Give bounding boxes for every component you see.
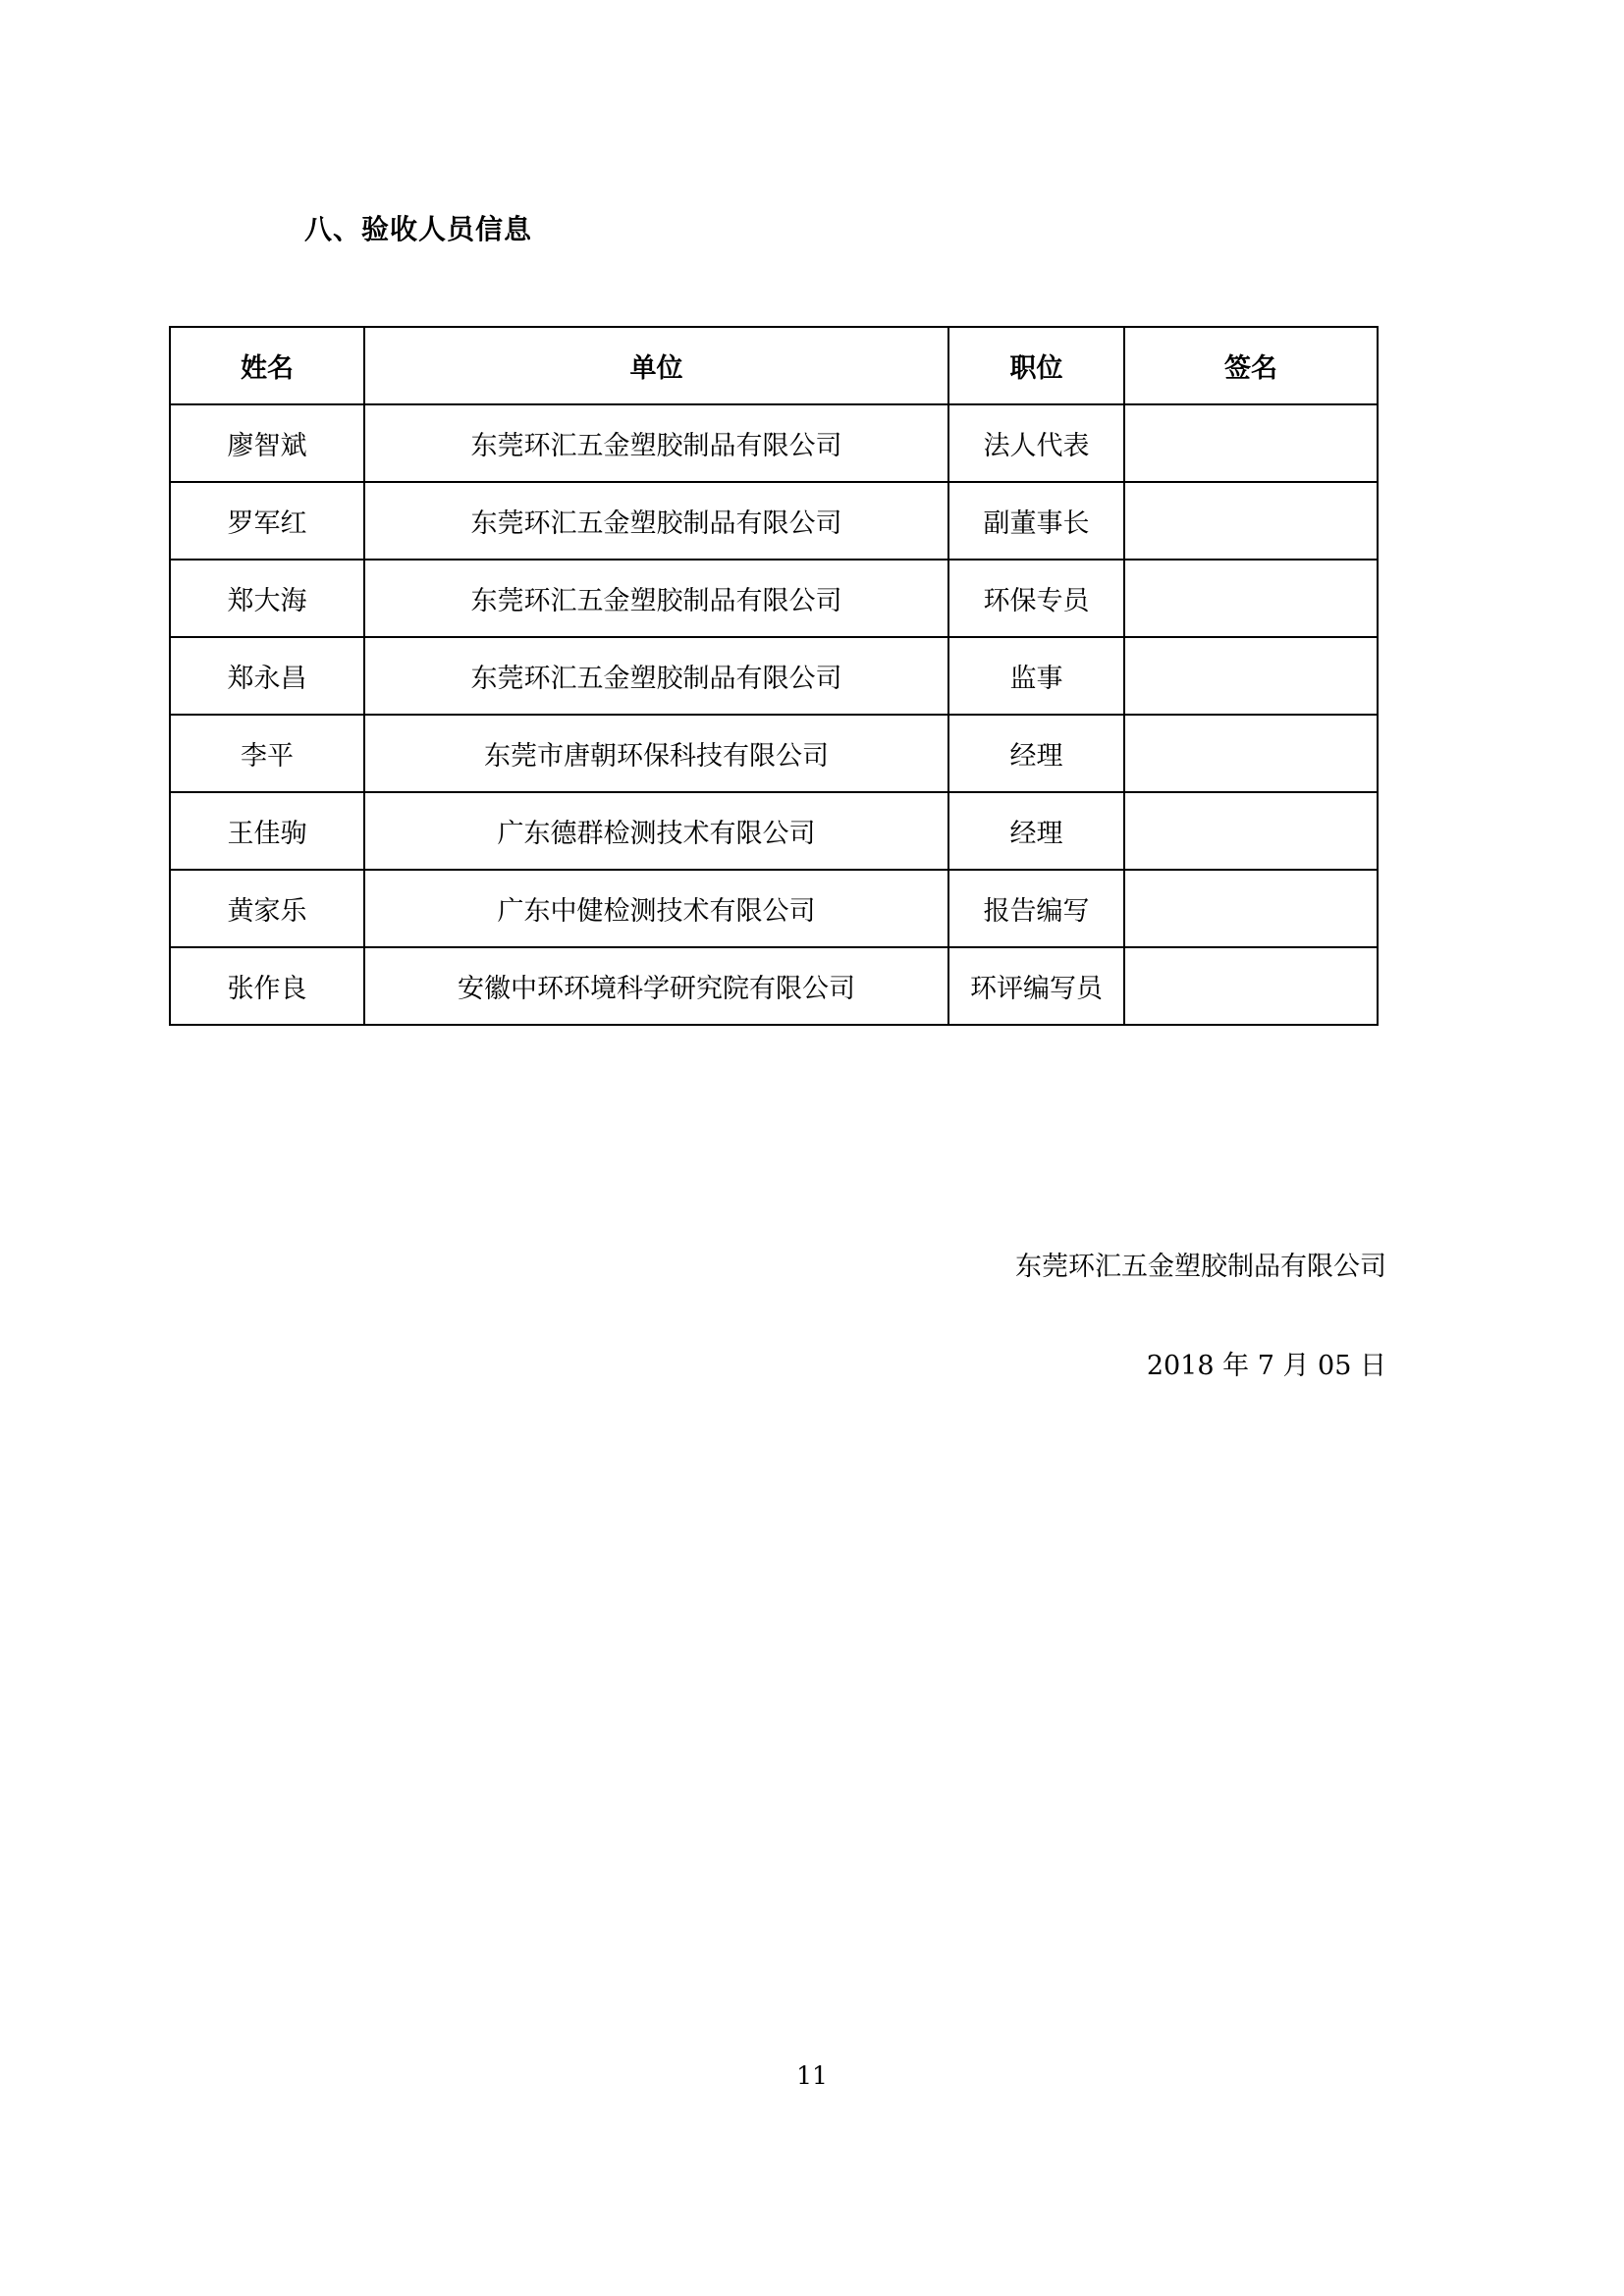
table-row [170,560,1378,637]
cell-name: 王佳驹 [170,792,364,870]
acceptance-personnel-table [169,326,1379,1026]
header-position: 职位 [948,327,1124,404]
section-heading: 八、验收人员信息 [304,213,533,245]
cell-position: 报告编写 [948,870,1124,947]
table-row [170,482,1378,560]
cell-name: 郑大海 [170,560,364,637]
page-number: 11 [796,2061,828,2090]
table-row [170,715,1378,792]
table-row [170,637,1378,715]
cell-name: 廖智斌 [170,404,364,482]
cell-position: 法人代表 [948,404,1124,482]
table-row [170,870,1378,947]
cell-signature [1124,482,1378,560]
cell-name: 郑永昌 [170,637,364,715]
cell-position: 监事 [948,637,1124,715]
cell-signature [1124,637,1378,715]
table-row [170,404,1378,482]
table-header-row [170,327,1378,404]
cell-name: 罗军红 [170,482,364,560]
cell-unit: 广东中健检测技术有限公司 [364,870,948,947]
signing-company: 东莞环汇五金塑胶制品有限公司 [1015,1252,1386,1282]
cell-name: 李平 [170,715,364,792]
cell-unit: 东莞环汇五金塑胶制品有限公司 [364,404,948,482]
header-signature: 签名 [1124,327,1378,404]
cell-unit: 广东德群检测技术有限公司 [364,792,948,870]
cell-unit: 东莞环汇五金塑胶制品有限公司 [364,637,948,715]
cell-signature [1124,947,1378,1025]
cell-position: 经理 [948,792,1124,870]
cell-name: 张作良 [170,947,364,1025]
cell-unit: 东莞环汇五金塑胶制品有限公司 [364,560,948,637]
header-unit: 单位 [364,327,948,404]
cell-signature [1124,792,1378,870]
cell-signature [1124,870,1378,947]
signing-date: 2018 年 7 月 05 日 [1146,1351,1386,1381]
cell-position: 副董事长 [948,482,1124,560]
header-name: 姓名 [170,327,364,404]
cell-unit: 东莞环汇五金塑胶制品有限公司 [364,482,948,560]
cell-signature [1124,404,1378,482]
cell-name: 黄家乐 [170,870,364,947]
cell-position: 经理 [948,715,1124,792]
cell-unit: 东莞市唐朝环保科技有限公司 [364,715,948,792]
table-row [170,947,1378,1025]
cell-signature [1124,560,1378,637]
table-row [170,792,1378,870]
cell-signature [1124,715,1378,792]
cell-position: 环评编写员 [948,947,1124,1025]
cell-unit: 安徽中环环境科学研究院有限公司 [364,947,948,1025]
cell-position: 环保专员 [948,560,1124,637]
